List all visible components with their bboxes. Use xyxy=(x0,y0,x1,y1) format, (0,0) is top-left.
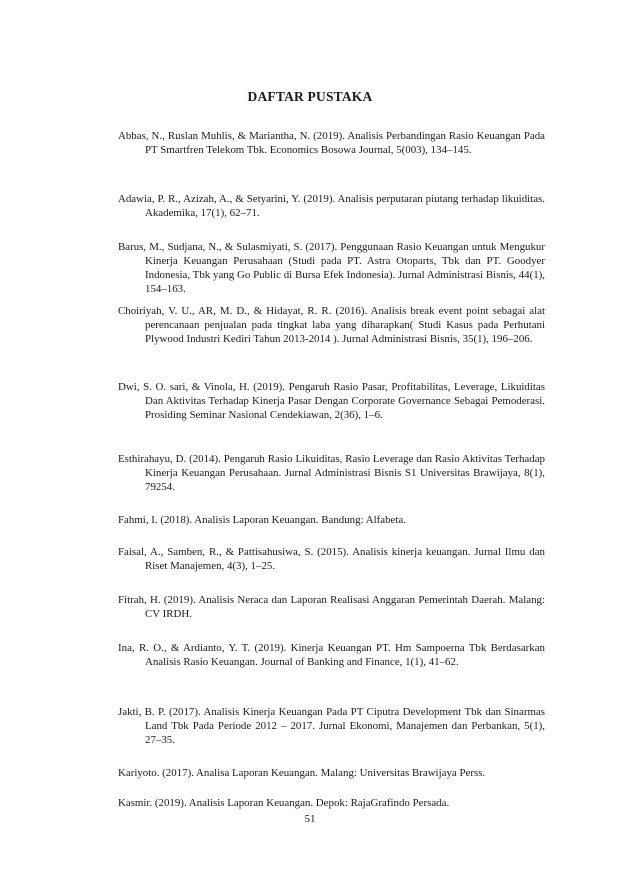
reference-item: Kasmir. (2019). Analisis Laporan Keuangan. Depok: RajaGrafindo Persada. xyxy=(118,797,450,809)
reference-item: Kariyoto. (2017). Analisa Laporan Keuangan. Malang: Universitas Brawijaya Perss. xyxy=(118,767,486,779)
reference-item: Dwi, S. O. sari, & Vinola, H. (2019). Pengaruh Rasio Pasar, Profitabilitas, Leverage, Likuiditas Dan Aktivitas Terhadap Kinerja Pasar Dengan Corporate Governance Sebagai Pemoderasi. Prosiding Seminar Nasional Cendekiawan, 2(36), 1–6. xyxy=(118,381,545,422)
reference-item: Ina, R. O., & Ardianto, Y. T. (2019). Kinerja Keuangan PT. Hm Sampoerna Tbk Berdasarkan Analisis Rasio Keuangan. Journal of Banking and Finance, 1(1), 41–62. xyxy=(118,642,545,669)
reference-item: Fahmi, I. (2018). Analisis Laporan Keuangan. Bandung: Alfabeta. xyxy=(118,514,406,526)
reference-item: Esthirahayu, D. (2014). Pengaruh Rasio Likuiditas, Rasio Leverage dan Rasio Aktivitas Terhadap Kinerja Keuangan Perusahaan. Jurnal Administrasi Bisnis S1 Universitas Brawijaya, 8(1), 79254. xyxy=(118,453,545,494)
page-title: DAFTAR PUSTAKA xyxy=(247,89,373,104)
reference-item: Jakti, B. P. (2017). Analisis Kinerja Keuangan Pada PT Ciputra Development Tbk dan Sinarmas Land Tbk Pada Periode 2012 – 2017. Jurnal Ekonomi, Manajemen dan Perbankan, 5(1), 27–35. xyxy=(118,706,545,747)
page-number: 51 xyxy=(304,813,316,825)
reference-item: Faisal, A., Samben, R., & Pattisahusiwa, S. (2015). Analisis kinerja keuangan. Jurnal Ilmu dan Riset Manajemen, 4(3), 1–25. xyxy=(118,546,545,573)
reference-item: Fitrah, H. (2019). Analisis Neraca dan Laporan Realisasi Anggaran Pemerintah Daerah. Malang: CV IRDH. xyxy=(118,594,545,621)
reference-item: Adawia, P. R., Azizah, A., & Setyarini, Y. (2019). Analisis perputaran piutang terhadap likuiditas. Akademika, 17(1), 62–71. xyxy=(118,193,545,220)
reference-item: Abbas, N., Ruslan Muhlis, & Mariantha, N. (2019). Analisis Perbandingan Rasio Keuangan Pada PT Smartfren Telekom Tbk. Economics Bosowa Journal, 5(003), 134–145. xyxy=(118,130,545,157)
reference-item: Barus, M., Sudjana, N., & Sulasmiyati, S. (2017). Penggunaan Rasio Keuangan untuk Mengukur Kinerja Keuangan Perusahaan (Studi pada PT. Astra Otoparts, Tbk dan PT. Goodyer Indonesia, Tbk yang Go Public di Bursa Efek Indonesia). Jurnal Administrasi Bisnis, 44(1), 154–163. xyxy=(118,241,545,296)
reference-item: Choiriyah, V. U., AR, M. D., & Hidayat, R. R. (2016). Analisis break event point sebagai alat perencanaan penjualan pada tingkat laba yang diharapkan( Studi Kasus pada Perhutani Plywood Industri Kediri Tahun 2013-2014 ). Jurnal Administrasi Bisnis, 35(1), 196–206. xyxy=(118,305,545,346)
